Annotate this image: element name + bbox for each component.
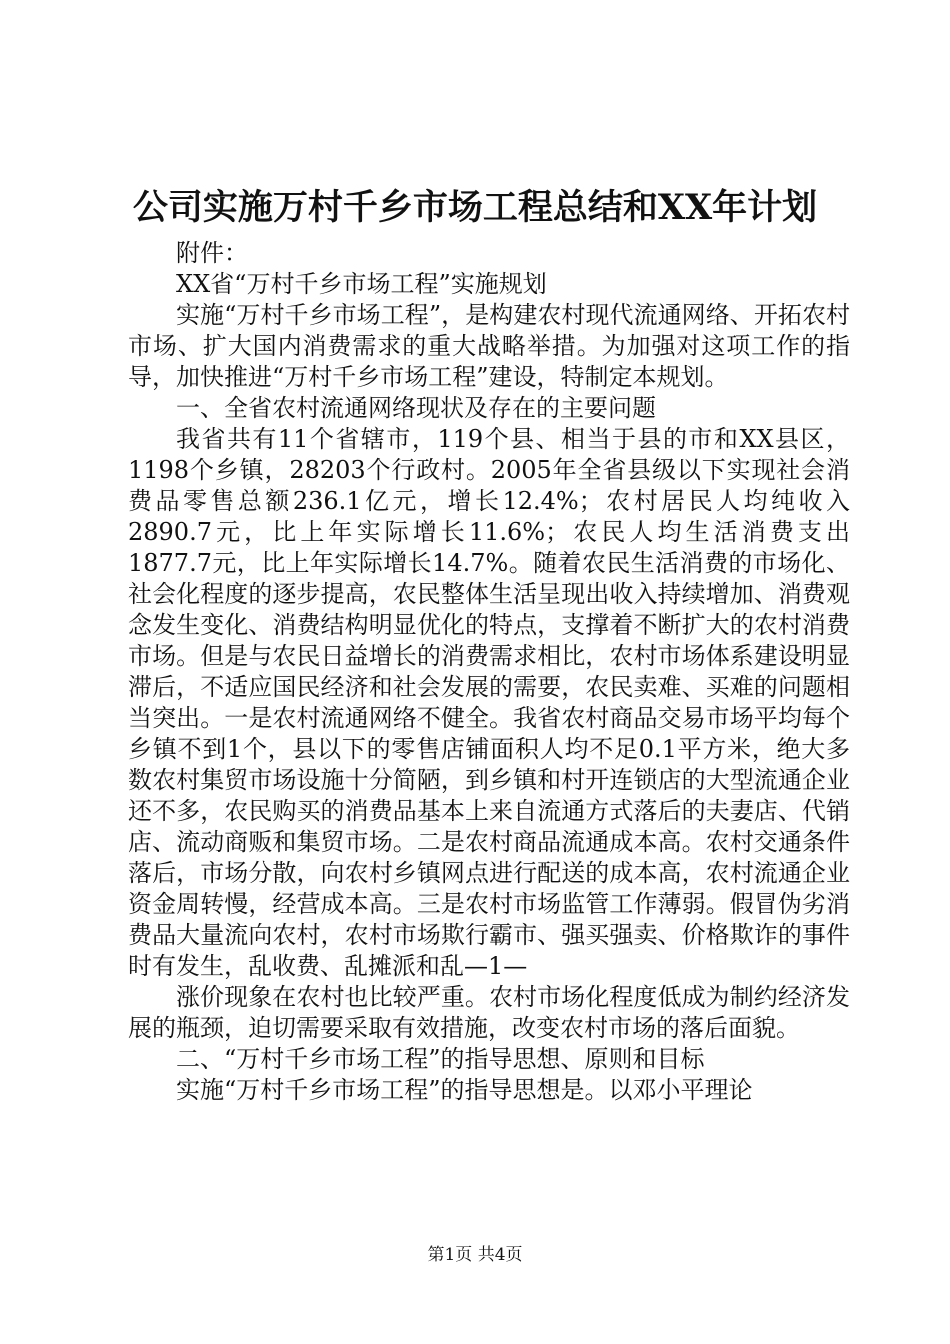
paragraph-guiding-thought: 实施“万村千乡市场工程”的指导思想是。以邓小平理论 <box>176 1076 753 1104</box>
paragraph-attachment-label: 附件： <box>176 239 248 267</box>
document-body <box>128 238 850 1106</box>
document-title: 公司实施万村千乡市场工程总结和XX年计划 <box>132 187 818 228</box>
paragraph-plan-title: XX省“万村千乡市场工程”实施规划 <box>176 270 547 298</box>
paragraph-intro: 实施“万村千乡市场工程”，是构建农村现代流通网络、开拓农村市场、扩大国内消费需求的重大战略举措。为加强对这项工作的指导，加快推进“万村千乡市场工程”建设，特制定本规划。 <box>128 301 850 391</box>
section-heading-2: 二、“万村千乡市场工程”的指导思想、原则和目标 <box>176 1045 705 1073</box>
paragraph-status: 我省共有11个省辖市，119个县、相当于县的市和XX县区，1198个乡镇，28203个行政村。2005年全省县级以下实现社会消费品零售总额236.1亿元，增长12.4%；农村居民人均纯收入2890.7元，比上年实际增长11.6%；农民人均生活消费支出1877.7元，比上年实际增长14.7%。随着农民生活消费的市场化、社会化程度的逐步提高，农民整体生活呈现出收入持续增加、消费观念发生变化、消费结构明显优化的特点，支撑着不断扩大的农村消费市场。但是与农民日益增长的消费需求相比，农村市场体系建设明显滞后，不适应国民经济和社会发展的需要，农民卖难、买难的问题相当突出。一是农村流通网络不健全。我省农村商品交易市场平均每个乡镇不到1个，县以下的零售店铺面积人均不足0.1平方米，绝大多数农村集贸市场设施十分简陋，到乡镇和村开连锁店的大型流通企业还不多，农民购买的消费品基本上来自流通方式落后的夫妻店、代销店、流动商贩和集贸市场。二是农村商品流通成本高。农村交通条件落后，市场分散，向农村乡镇网点进行配送的成本高，农村流通企业资金周转慢，经营成本高。三是农村市场监管工作薄弱。假冒伪劣消费品大量流向农村，农村市场欺行霸市、强买强卖、价格欺诈的事件时有发生，乱收费、乱摊派和乱—1— <box>128 425 850 980</box>
page-footer: 第1页 共4页 <box>427 1245 523 1265</box>
paragraph-status-continued: 涨价现象在农村也比较严重。农村市场化程度低成为制约经济发展的瓶颈，迫切需要采取有效措施，改变农村市场的落后面貌。 <box>128 983 850 1042</box>
section-heading-1: 一、全省农村流通网络现状及存在的主要问题 <box>176 394 656 422</box>
